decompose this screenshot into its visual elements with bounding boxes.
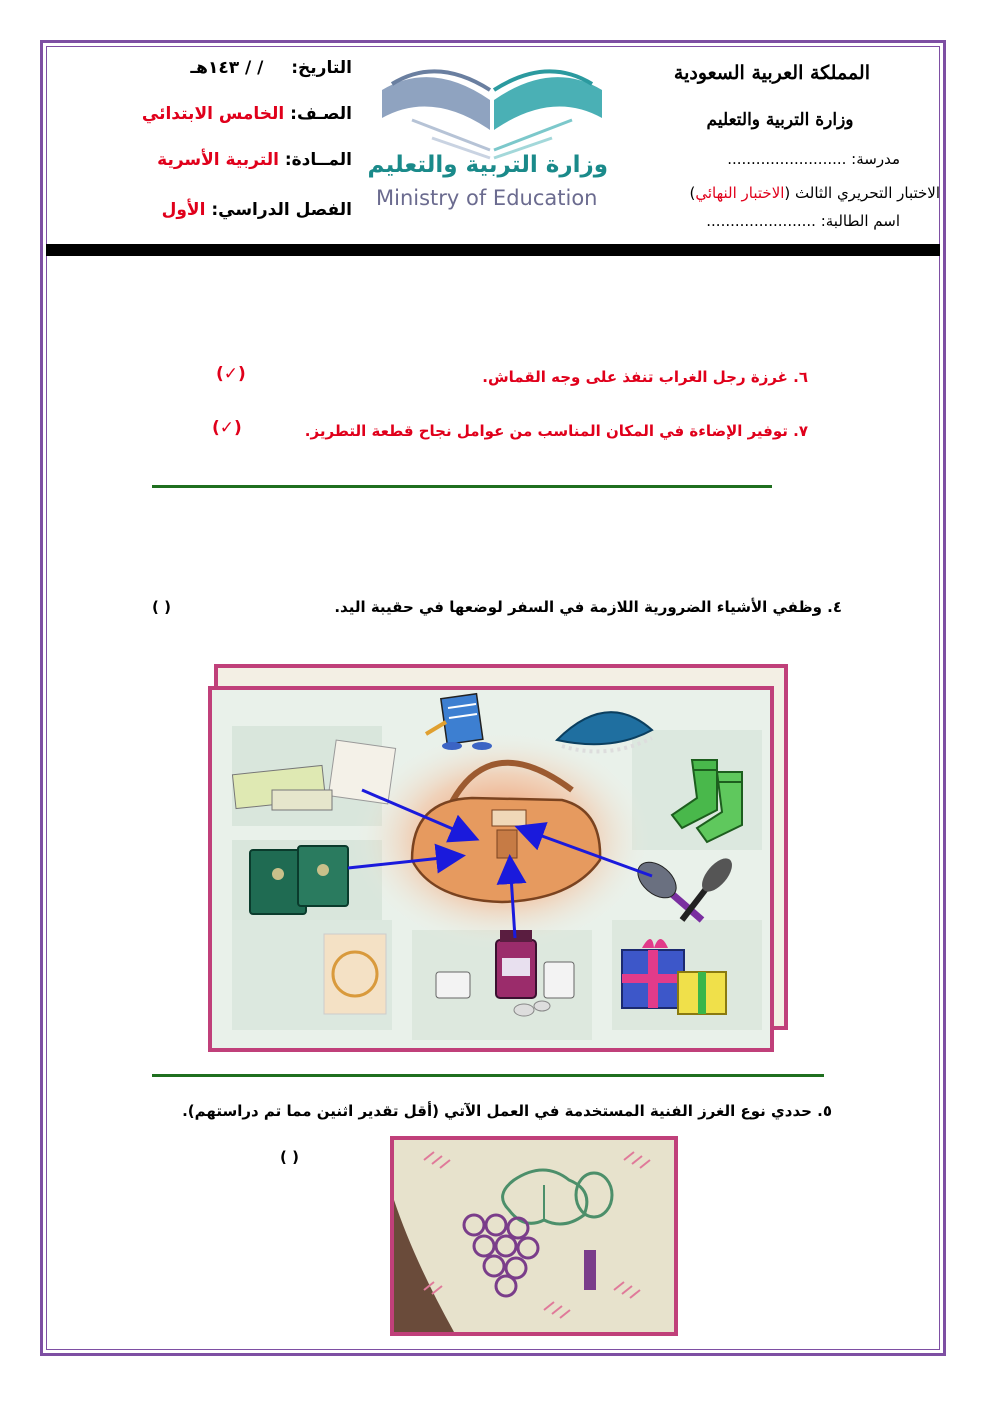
kingdom-title: المملكة العربية السعودية [673,62,870,84]
separator-2 [152,1074,824,1077]
subject-value: التربية الأسرية [157,150,279,170]
ministry-logo [367,60,612,220]
school-line: مدرسة: ......................... [727,150,900,168]
travel-items-illustration [212,690,770,1048]
student-line: اسم الطالبة: ....................... [706,212,900,230]
grade-value: الخامس الابتدائي [141,104,285,124]
embroidery-picture [390,1136,678,1336]
logo-arabic: وزارة التربية والتعليم [367,152,608,178]
grade-line [142,104,352,124]
exam-line [690,184,941,202]
item-7-text: ٧. توفير الإضاءة في المكان المناسب من عوامل نجاح قطعة التطريز. [304,422,808,440]
question-5-answer: ( ) [280,1148,299,1166]
logo-english: Ministry of Education [376,186,598,210]
subject-label: المــادة: [284,150,352,170]
date-value: / / ١٤٣هـ [190,58,264,78]
term-label: الفصل الدراسي: [211,200,352,220]
question-5-text: ٥. حددي نوع الغرز الفنية المستخدمة في العمل الآتي (أقل تقدير اثنين مما تم دراستهم). [182,1102,832,1120]
separator-1 [152,485,772,488]
item-6-text: ٦. غرزة رجل الغراب تنفذ على وجه القماش. [482,368,808,386]
travel-bag-picture [208,686,774,1052]
subject-line [157,150,352,170]
date-line [190,58,352,78]
embroidery-icon [394,1140,674,1332]
exam-suffix: ) [689,184,696,202]
ministry-title: وزارة التربية والتعليم [706,110,854,130]
exam-prefix: الاختبار التحريري الثالث ( [784,184,940,202]
term-line [162,200,352,220]
grade-label: الصـف: [290,104,352,124]
passport-icon [250,846,348,914]
book-logo-icon [372,60,612,160]
date-label: التاريخ: [291,58,352,78]
item-6-answer: (✓) [216,364,246,384]
header-divider [46,244,940,256]
exam-highlight: الاختبار النهائي [695,184,785,202]
item-7-answer: (✓) [212,418,242,438]
term-value: الأول [161,200,206,220]
question-4-answer: ( ) [152,598,171,616]
question-4-text: ٤. وظفي الأشياء الضرورية اللازمة في السفر لوضعها في حقيبة اليد. [334,598,842,616]
